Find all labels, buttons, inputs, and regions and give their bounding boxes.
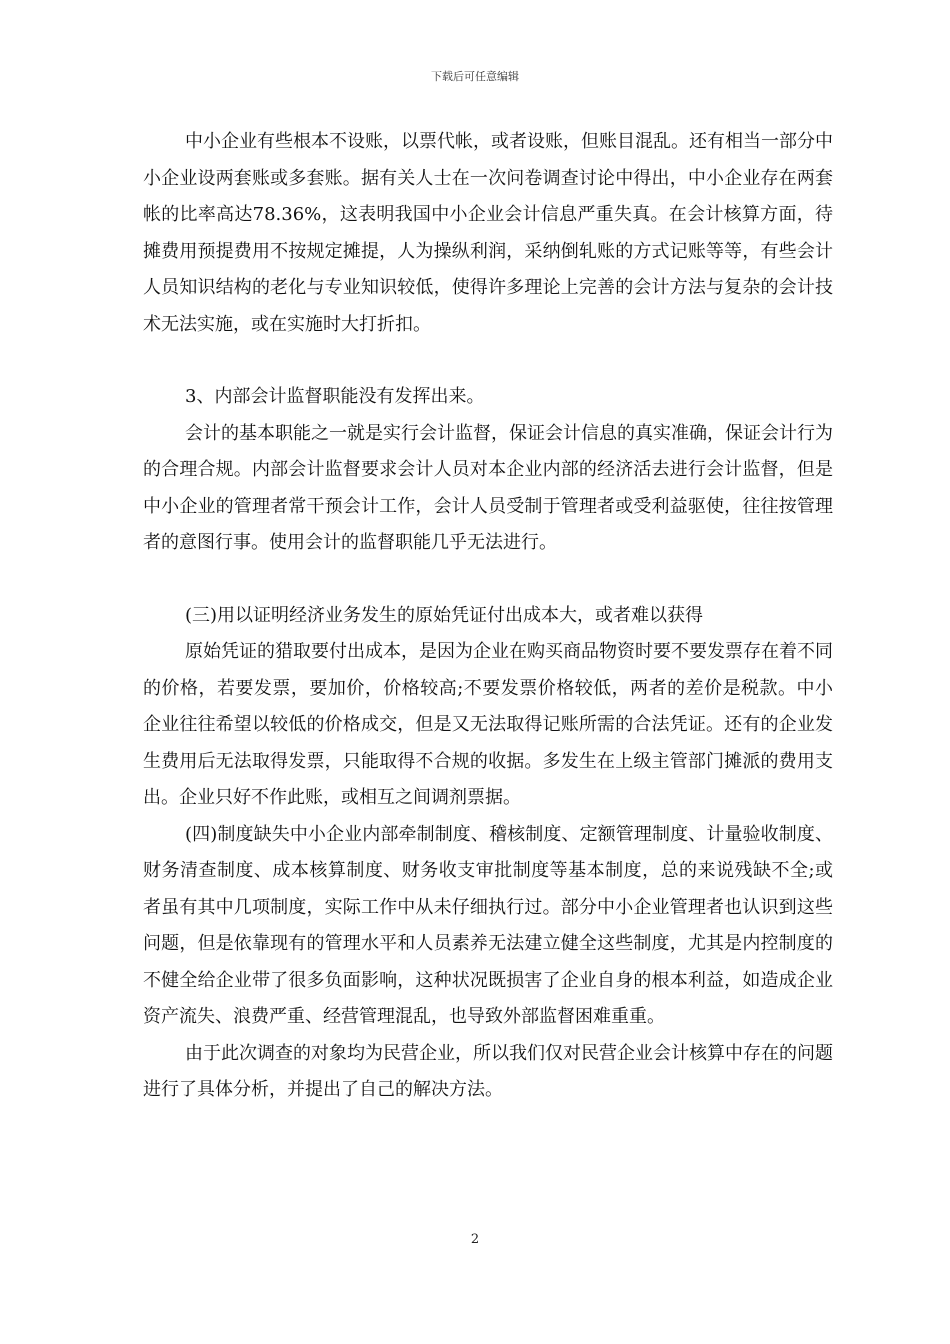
paragraph-system-deficiency: (四)制度缺失中小企业内部牵制制度、稽核制度、定额管理制度、计量验收制度、财务清查制度、成本核算制度、财务收支审批制度等基本制度，总的来说残缺不全;或者虽有其中几项制度，实际工作中从未仔细执行过。部分中小企业管理者也认识到这些问题，但是依靠现有的管理水平和人员素养无法建立健全这些制度，尤其是内控制度的不健全给企业带了很多负面影响，这种状况既损害了企业自身的根本利益，如造成企业资产流失、浪费严重、经营管理混乱，也导致外部监督困难重重。 — [143, 823, 833, 1027]
paragraph-accounting-chaos: 中小企业有些根本不设账，以票代帐，或者设账，但账目混乱。还有相当一部分中小企业设两套账或多套账。据有关人士在一次问卷调查讨论中得出，中小企业存在两套帐的比率高达78.36%，这表明我国中小企业会计信息严重失真。在会计核算方面，待摊费用预提费用不按规定摊提，人为操纵利润，采纳倒轧账的方式记账等等，有些会计人员知识结构的老化与专业知识较低，使得许多理论上完善的会计方法与复杂的会计技术无法实施，或在实施时大打折扣。 — [143, 131, 833, 335]
paragraph-spacer — [143, 343, 833, 379]
document-body — [143, 124, 833, 1109]
paragraph-internal-supervision: 会计的基本职能之一就是实行会计监督，保证会计信息的真实准确，保证会计行为的合理合规。内部会计监督要求会计人员对本企业内部的经济活去进行会计监督，但是中小企业的管理者常干预会计工作，会计人员受制于管理者或受利益驱使，往往按管理者的意图行事。使用会计的监督职能几乎无法进行。 — [143, 422, 833, 553]
paragraph-survey-conclusion: 由于此次调查的对象均为民营企业，所以我们仅对民营企业会计核算中存在的问题进行了具体分析，并提出了自己的解决方法。 — [143, 1042, 833, 1100]
paragraph-original-vouchers: 原始凭证的猎取要付出成本，是因为企业在购买商品物资时要不要发票存在着不同的价格，若要发票，要加价，价格较高;不要发票价格较低，两者的差价是税款。中小企业往往希望以较低的价格成交，但是又无法取得记账所需的合法凭证。还有的企业发生费用后无法取得发票，只能取得不合规的收据。多发生在上级主管部门摊派的费用支出。企业只好不作此账，或相互之间调剂票据。 — [143, 641, 833, 808]
page-number: 2 — [470, 1232, 480, 1247]
header-note: 下载后可任意编辑 — [431, 70, 519, 83]
paragraph-spacer — [143, 562, 833, 598]
heading-original-vouchers: (三)用以证明经济业务发生的原始凭证付出成本大，或者难以获得 — [185, 604, 704, 626]
heading-internal-supervision: 3、内部会计监督职能没有发挥出来。 — [185, 386, 485, 407]
